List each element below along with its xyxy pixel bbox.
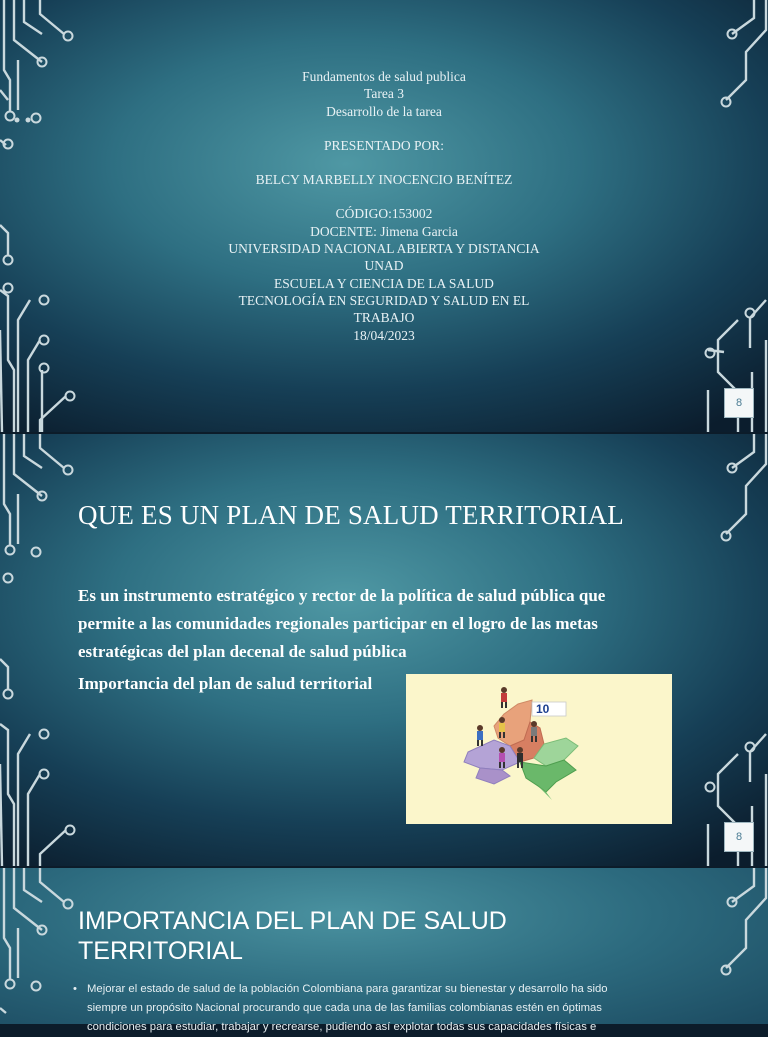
slide-plan-importance	[0, 868, 768, 1033]
circuit-decoration-right	[688, 0, 768, 432]
slide-heading: QUE ES UN PLAN DE SALUD TERRITORIAL	[78, 500, 624, 530]
slide-plan-definition	[0, 434, 768, 866]
person-figure	[517, 747, 523, 768]
student-code: CÓDIGO:153002	[335, 206, 433, 222]
circuit-decoration-left	[0, 434, 80, 866]
circuit-decoration-left	[0, 0, 80, 432]
slide-title	[0, 0, 768, 432]
heading-line: IMPORTANCIA DEL PLAN DE SALUD	[78, 907, 507, 935]
person-figure	[501, 687, 507, 708]
definition-paragraph	[78, 582, 668, 666]
circuit-decoration-right	[688, 434, 768, 866]
program-name-line2: TRABAJO	[353, 310, 415, 326]
bullet-text-line: siempre un propósito Nacional procurando que cada una de las familias colombianas estén en óptimas	[87, 1002, 602, 1014]
university-acronym: UNAD	[364, 258, 404, 274]
submission-date: 18/04/2023	[353, 327, 415, 343]
circuit-decoration-left	[0, 868, 80, 1024]
presented-by-label: PRESENTADO POR:	[323, 137, 445, 153]
title-slide-text	[180, 68, 588, 344]
teacher-name: DOCENTE: Jimena Garcia	[310, 223, 458, 239]
importance-subheading: Importancia del plan de salud territorial	[78, 674, 373, 693]
bullet-text-line: condiciones para estudiar, trabajar y recrearse, pudiendo así explotar todas sus capacidades físicas e	[87, 1021, 597, 1033]
bullet-text-line: Mejorar el estado de salud de la población Colombiana para garantizar su bienestar y desarrollo ha sido	[87, 983, 608, 995]
definition-line: permite a las comunidades regionales participar en el logro de las metas	[78, 614, 598, 633]
page-number: 8	[724, 388, 754, 418]
assignment-title: Desarrollo de la tarea	[326, 103, 442, 119]
slide-heading	[78, 906, 638, 966]
heading-line: TERRITORIAL	[78, 937, 243, 965]
bullet-marker: •	[73, 983, 77, 995]
university-name: UNIVERSIDAD NACIONAL ABIERTA Y DISTANCIA	[228, 241, 540, 257]
person-figure	[477, 725, 483, 746]
definition-line: estratégicas del plan decenal de salud pública	[78, 642, 407, 661]
assignment-number: Tarea 3	[364, 86, 404, 102]
colombia-map-icon	[406, 674, 672, 824]
circuit-decoration-right	[688, 868, 768, 1024]
student-name: BELCY MARBELLY INOCENCIO BENÍTEZ	[255, 172, 513, 188]
bullet-list	[73, 980, 687, 1037]
course-name: Fundamentos de salud publica	[302, 69, 466, 84]
page-number: 8	[724, 822, 754, 852]
definition-line: Es un instrumento estratégico y rector de la política de salud pública que	[78, 586, 606, 605]
program-name-line1: TECNOLOGÍA EN SEGURIDAD Y SALUD EN EL	[238, 292, 530, 308]
badge-number: 10	[536, 702, 550, 716]
school-name: ESCUELA Y CIENCIA DE LA SALUD	[274, 275, 494, 291]
colombia-map-illustration	[406, 674, 672, 824]
